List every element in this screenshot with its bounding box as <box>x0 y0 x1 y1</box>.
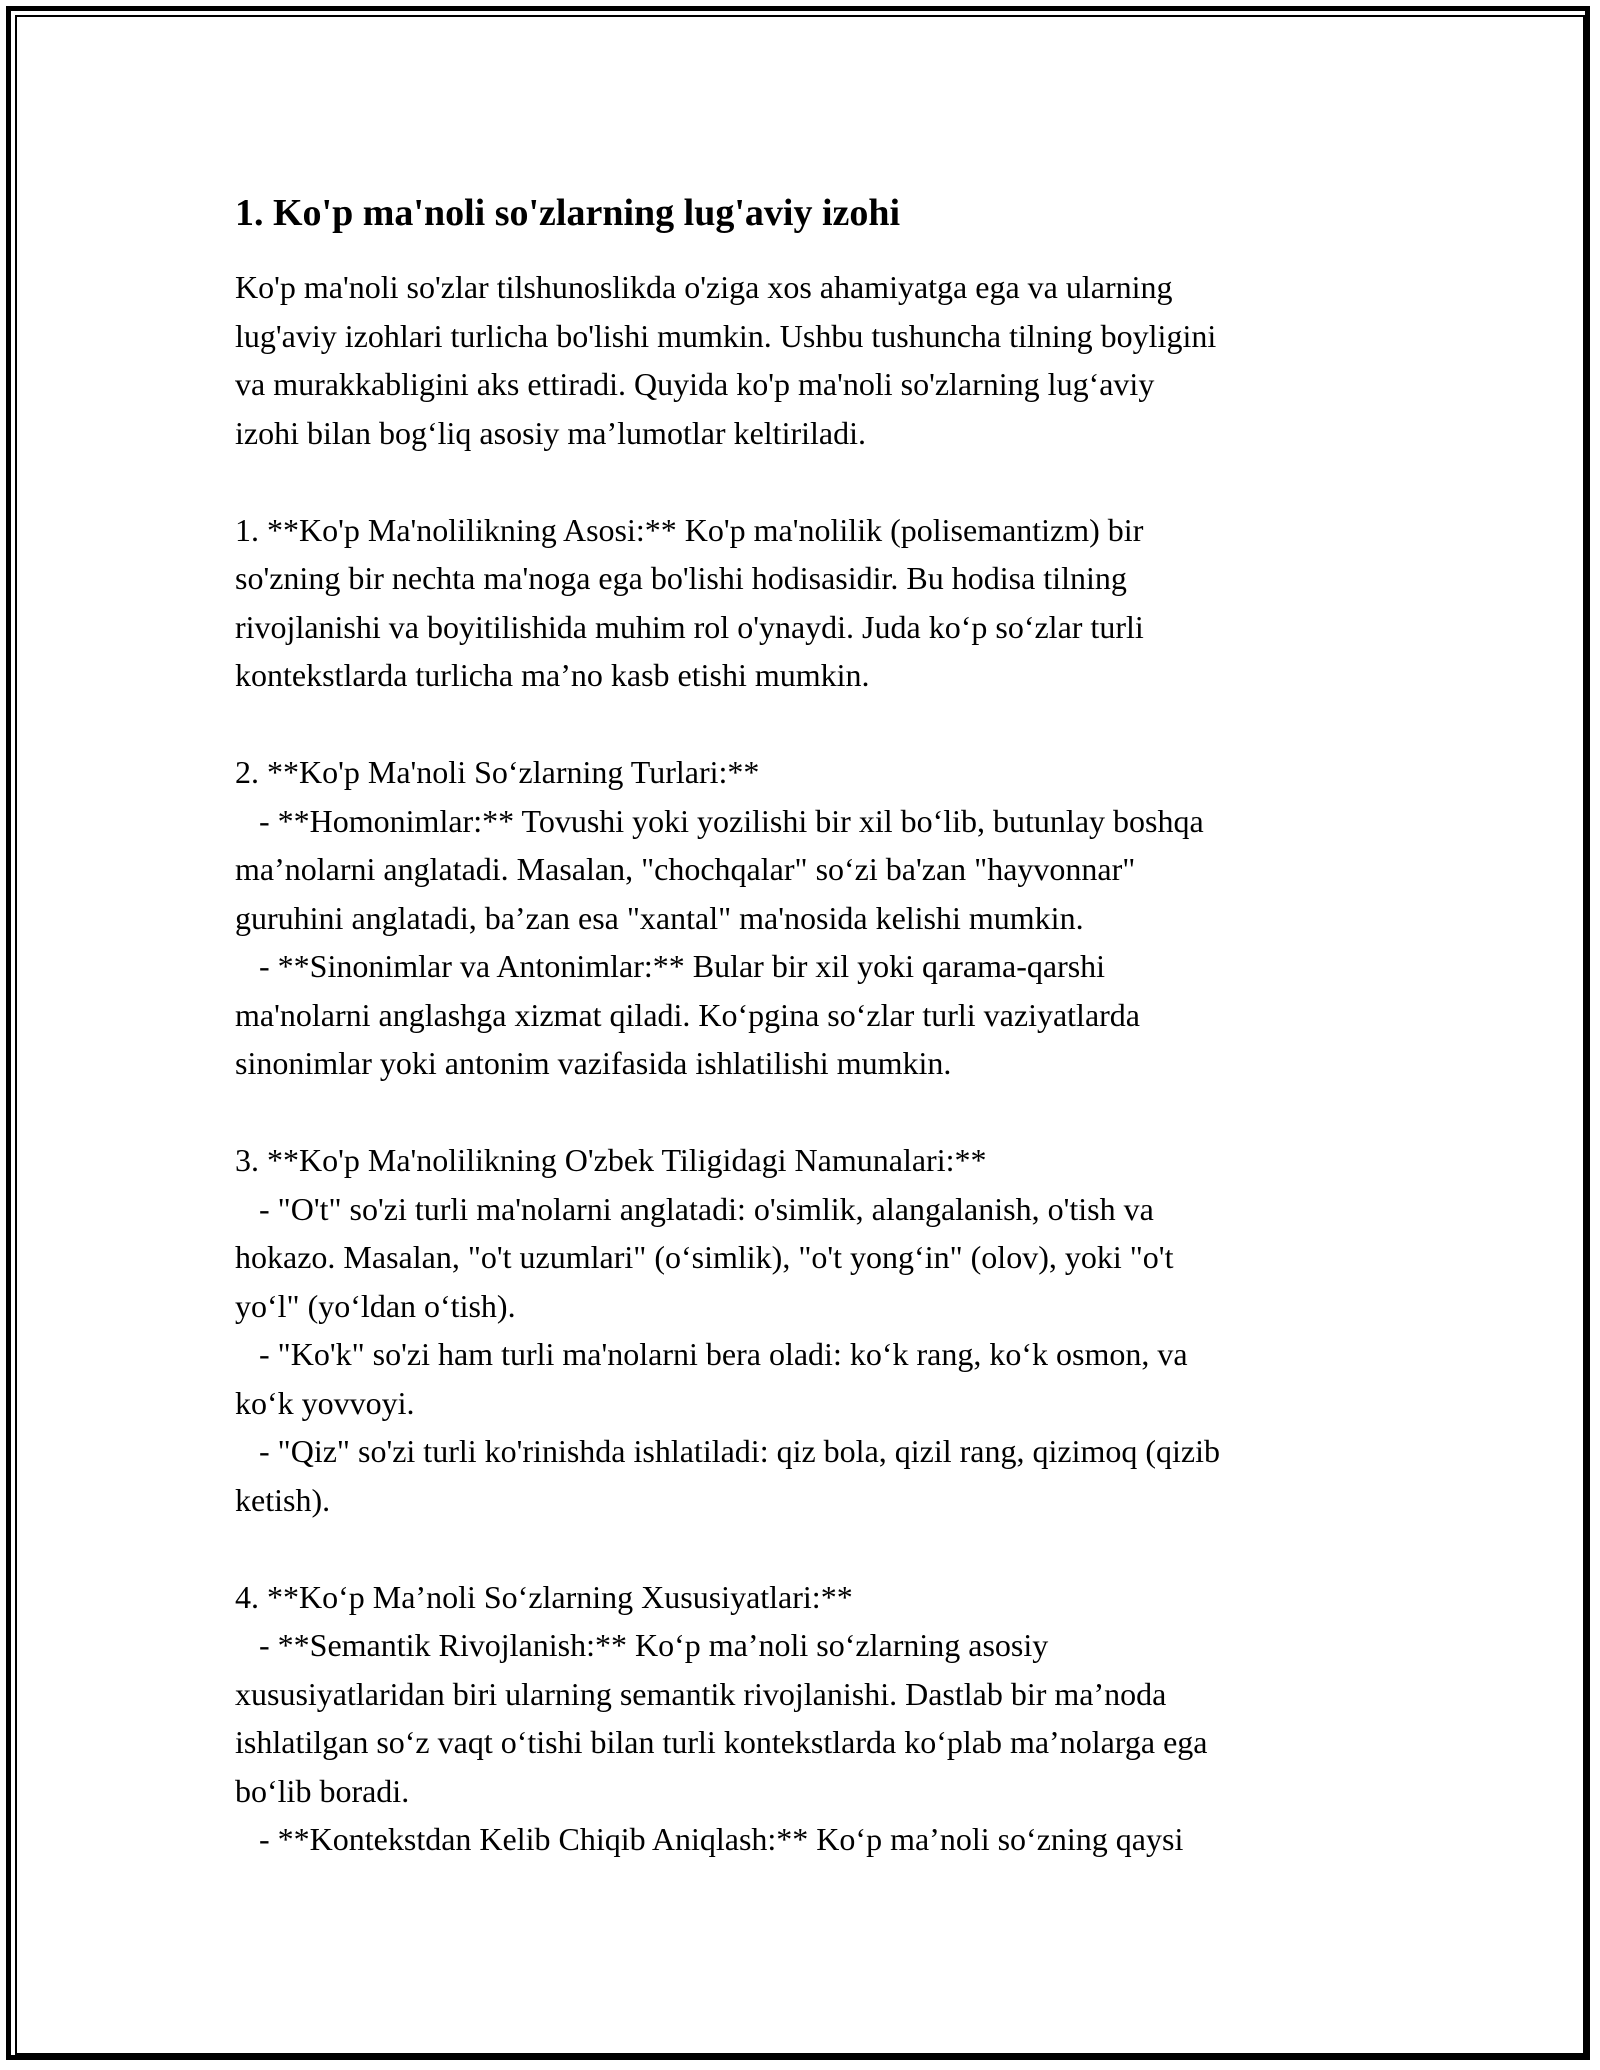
intro-paragraph <box>235 263 1370 457</box>
text-line: 4. **Ko‘p Ma’noli So‘zlarning Xususiyatlari:** <box>235 1578 853 1615</box>
paragraph-gap <box>235 457 1370 506</box>
text-line: yo‘l" (yo‘ldan o‘tish). <box>235 1287 516 1324</box>
text-line: - **Kontekstdan Kelib Chiqib Aniqlash:** Ko‘p ma’noli so‘zning qaysi <box>235 1821 1184 1857</box>
text-line: va murakkabligini aks ettiradi. Quyida ko'p ma'noli so'zlarning lug‘aviy <box>235 366 1155 402</box>
paragraph-gap <box>235 1088 1370 1137</box>
text-line: so'zning bir nechta ma'noga ega bo'lishi hodisasidir. Bu hodisa tilning <box>235 560 1127 596</box>
section-3 <box>235 1136 1370 1524</box>
text-line: - "Qiz" so'zi turli ko'rinishda ishlatiladi: qiz bola, qizil rang, qizimoq (qizib <box>235 1433 1221 1469</box>
text-line: Ko'p ma'noli so'zlar tilshunoslikda o'ziga xos ahamiyatga ega va ularning <box>235 269 1173 305</box>
text-line: sinonimlar yoki antonim vazifasida ishlatilishi mumkin. <box>235 1045 952 1081</box>
text-line: lug'aviy izohlari turlicha bo'lishi mumkin. Ushbu tushuncha tilning boyligini <box>235 317 1217 354</box>
text-line: hokazo. Masalan, "o't uzumlari" (o‘simlik), "o't yong‘in" (olov), yoki "o't <box>235 1239 1174 1275</box>
text-line: - "Ko'k" so'zi ham turli ma'nolarni bera oladi: ko‘k rang, ko‘k osmon, va <box>235 1336 1188 1372</box>
text-line: kontekstlarda turlicha ma’no kasb etishi mumkin. <box>235 657 870 693</box>
text-line: ma'nolarni anglashga xizmat qiladi. Ko‘pgina so‘zlar turli vaziyatlarda <box>235 996 1140 1033</box>
text-line: ishlatilgan so‘z vaqt o‘tishi bilan turli kontekstlarda ko‘plab ma’nolarga ega <box>235 1724 1208 1760</box>
text-line: 2. **Ko'p Ma'noli So‘zlarning Turlari:** <box>235 754 760 790</box>
document-title: 1. Ko'p ma'noli so'zlarning lug'aviy izohi <box>235 192 901 234</box>
section-2 <box>235 748 1370 1088</box>
text-line: izohi bilan bog‘liq asosiy ma’lumotlar keltiriladi. <box>235 414 866 451</box>
text-line: - **Semantik Rivojlanish:** Ko‘p ma’noli so‘zlarning asosiy <box>235 1627 1049 1663</box>
text-line: xususiyatlaridan biri ularning semantik rivojlanishi. Dastlab bir ma’noda <box>235 1675 1167 1712</box>
text-line: - **Sinonimlar va Antonimlar:** Bular bir xil yoki qarama-qarshi <box>235 948 1106 984</box>
section-1 <box>235 506 1370 700</box>
text-line: - **Homonimlar:** Tovushi yoki yozilishi bir xil bo‘lib, butunlay boshqa <box>235 802 1204 839</box>
paragraph-gap <box>235 700 1370 749</box>
text-line: bo‘lib boradi. <box>235 1772 410 1809</box>
text-line: guruhini anglatadi, ba’zan esa "xantal" ma'nosida kelishi mumkin. <box>235 899 1084 936</box>
text-line: 1. **Ko'p Ma'nolilikning Asosi:** Ko'p ma'nolilik (polisemantizm) bir <box>235 511 1144 548</box>
document-body <box>235 185 1370 1864</box>
text-line: ko‘k yovvoyi. <box>235 1384 415 1421</box>
text-line: - "O't" so'zi turli ma'nolarni anglatadi: o'simlik, alangalanish, o'tish va <box>235 1190 1154 1227</box>
text-line: ma’nolarni anglatadi. Masalan, "chochqalar" so‘zi ba'zan "hayvonnar" <box>235 851 1136 887</box>
text-line: 3. **Ko'p Ma'nolilikning O'zbek Tiligidagi Namunalari:** <box>235 1142 987 1178</box>
text-line: rivojlanishi va boyitilishida muhim rol o'ynaydi. Juda ko‘p so‘zlar turli <box>235 608 1144 645</box>
section-4 <box>235 1573 1370 1864</box>
text-line: ketish). <box>235 1481 331 1518</box>
paragraph-gap <box>235 1524 1370 1573</box>
